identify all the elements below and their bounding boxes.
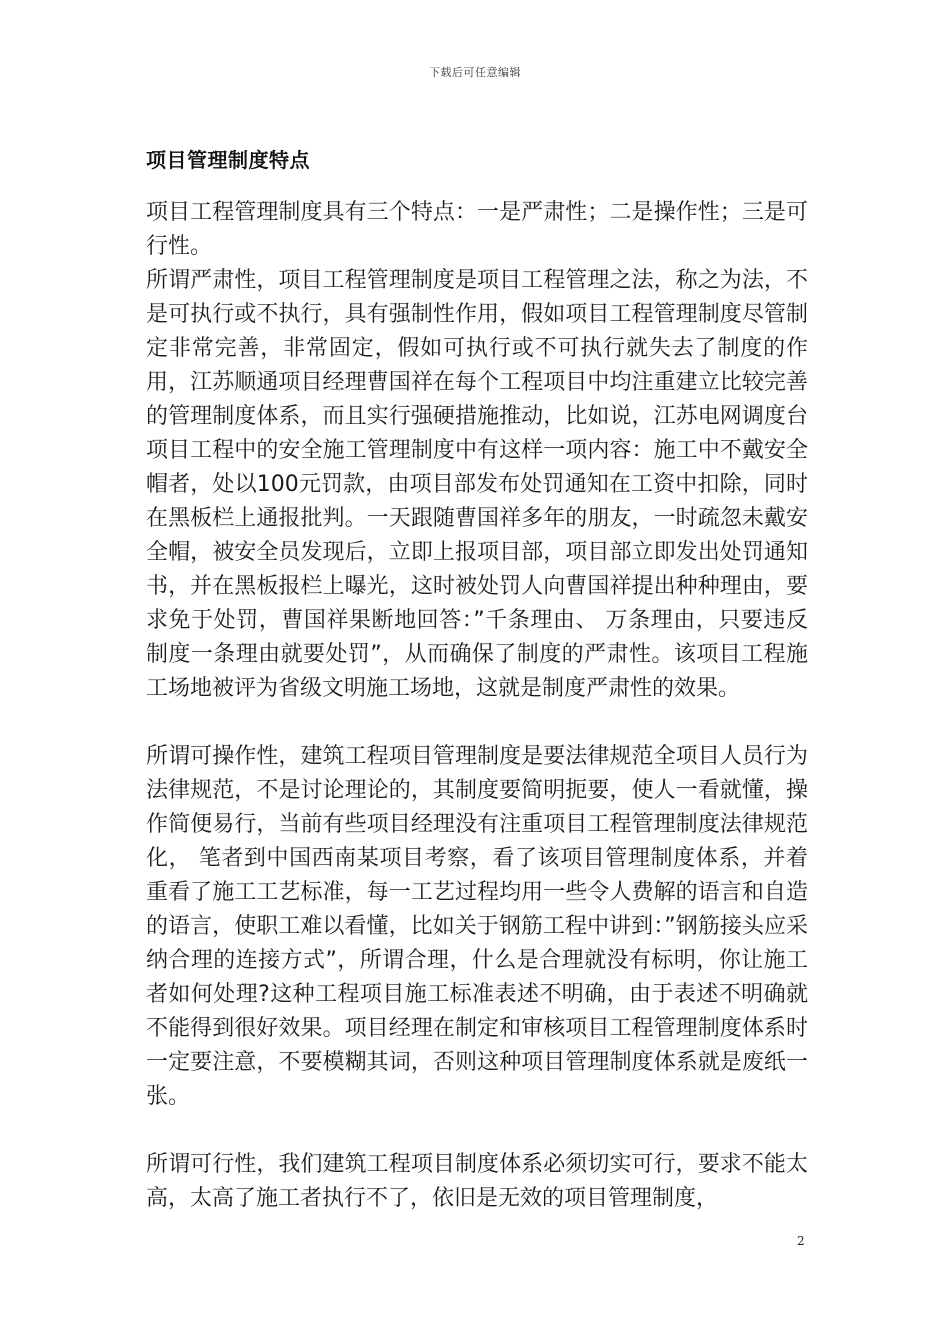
page-header-note: 下载后可任意编辑	[429, 66, 521, 79]
paragraph-operability: 所谓可操作性，建筑工程项目管理制度是要法律规范全项目人员行为法律规范，不是讨论理论的，其制度要简明扼要，使人一看就懂，操作简便易行，当前有些项目经理没有注重项目工程管理制度法律规范化， 笔者到中国西南某项目考察，看了该项目管理制度体系，并着重看了施工工艺标准，每一工艺过程均用一些令人费解的语言和自造的语言，使职工难以看懂，比如关于钢筋工程中讲到：”钢筋接头应采纳合理的连接方式”，所谓合理，什么是合理就没有标明，你让施工者如何处理?这种工程项目施工标准表述不明确，由于表述不明确就不能得到很好效果。项目经理在制定和审核项目工程管理制度体系时一定要注意，不要模糊其词，否则这种项目管理制度体系就是废纸一张。	[146, 744, 808, 1109]
document-title: 项目管理制度特点	[146, 148, 310, 172]
document-body	[146, 196, 808, 1216]
paragraph-seriousness: 所谓严肃性，项目工程管理制度是项目工程管理之法，称之为法，不是可执行或不执行，具有强制性作用，假如项目工程管理制度尽管制定非常完善，非常固定，假如可执行或不可执行就失去了制度的作用，江苏顺通项目经理曹国祥在每个工程项目中均注重建立比较完善的管理制度体系，而且实行强硬措施推动，比如说，江苏电网调度台项目工程中的安全施工管理制度中有这样一项内容：施工中不戴安全帽者，处以100元罚款，由项目部发布处罚通知在工资中扣除，同时在黑板栏上通报批判。一天跟随曹国祥多年的朋友，一时疏忽未戴安全帽，被安全员发现后，立即上报项目部，项目部立即发出处罚通知书，并在黑板报栏上曝光，这时被处罚人向曹国祥提出种种理由，要求免于处罚，曹国祥果断地回答：”千条理由、 万条理由，只要违反制度一条理由就要处罚”，从而确保了制度的严肃性。该项目工程施工场地被评为省级文明施工场地，这就是制度严肃性的效果。	[146, 268, 808, 701]
paragraph-feasibility: 所谓可行性，我们建筑工程项目制度体系必须切实可行，要求不能太高，太高了施工者执行不了，依旧是无效的项目管理制度，	[146, 1152, 808, 1211]
paragraph-intro: 项目工程管理制度具有三个特点：一是严肃性；二是操作性；三是可行性。	[146, 200, 808, 259]
page-number: 2	[797, 1234, 805, 1248]
